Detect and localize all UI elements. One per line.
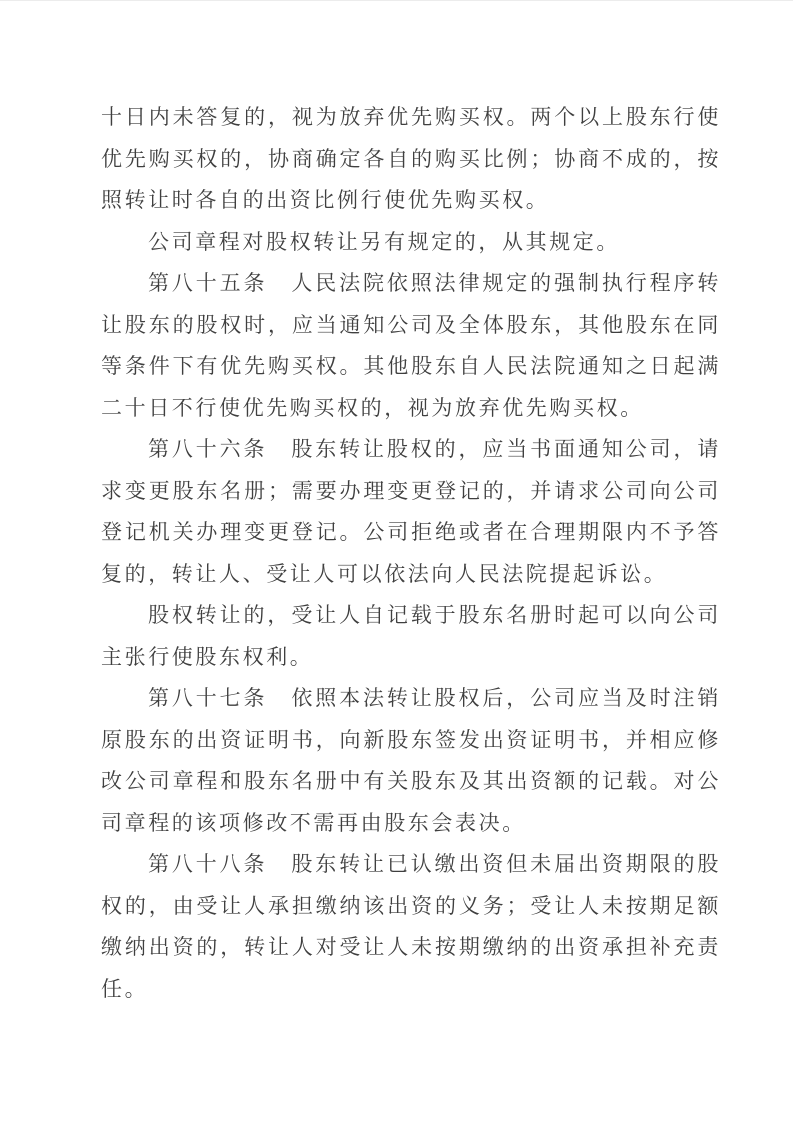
paragraph-continuation: 十日内未答复的，视为放弃优先购买权。两个以上股东行使优先购买权的，协商确定各自的购买比例；协商不成的，按照转让时各自的出资比例行使优先购买权。 (101, 105, 721, 212)
paragraph-article-88: 第八十八条 股东转让已认缴出资但未届出资期限的股权的，由受让人承担缴纳该出资的义务；受让人未按期足额缴纳出资的，转让人对受让人未按期缴纳的出资承担补充责任。 (101, 852, 721, 1001)
paragraph-article-85: 第八十五条 人民法院依照法律规定的强制执行程序转让股东的股权时，应当通知公司及全体股东，其他股东在同等条件下有优先购买权。其他股东自人民法院通知之日起满二十日不行使优先购买权的，视为放弃优先购买权。 (101, 271, 721, 420)
paragraph-article-87: 第八十七条 依照本法转让股权后，公司应当及时注销原股东的出资证明书，向新股东签发出资证明书，并相应修改公司章程和股东名册中有关股东及其出资额的记载。对公司章程的该项修改不需再由股东会表决。 (101, 686, 721, 835)
document-body (101, 97, 721, 1010)
paragraph-article-86-2: 股权转让的，受让人自记载于股东名册时起可以向公司主张行使股东权利。 (101, 603, 721, 669)
paragraph-article-86: 第八十六条 股东转让股权的，应当书面通知公司，请求变更股东名册；需要办理变更登记的，并请求公司向公司登记机关办理变更登记。公司拒绝或者在合理期限内不予答复的，转让人、受让人可以依法向人民法院提起诉讼。 (101, 437, 721, 586)
paragraph-charter-provision: 公司章程对股权转让另有规定的，从其规定。 (148, 229, 620, 254)
